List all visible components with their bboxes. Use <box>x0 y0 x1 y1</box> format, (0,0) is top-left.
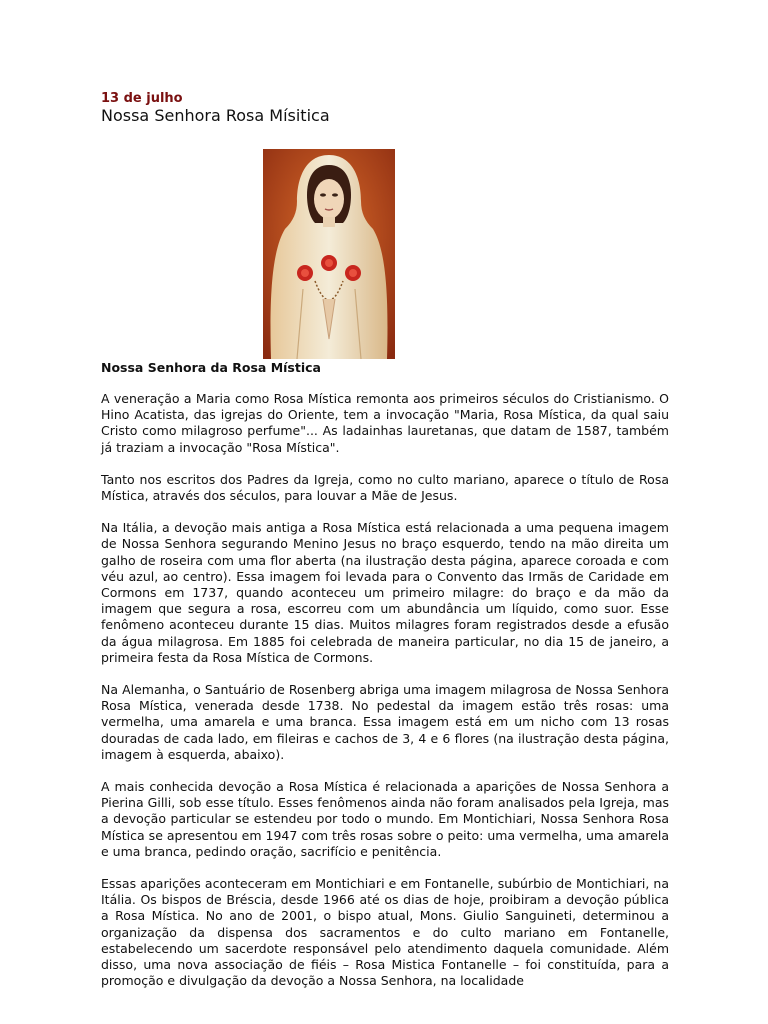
article-subheading: Nossa Senhora da Rosa Mística <box>101 360 321 375</box>
paragraph: Essas aparições aconteceram em Montichiari e em Fontanelle, subúrbio de Montichiari, na Itália. Os bispos de Bréscia, desde 1966 até os dias de hoje, proibiram a devoção pública a Rosa Mística. No ano de 2001, o bispo atual, Mons. Giulio Sanguineti, determinou a organização da dispensa dos sacramentos e do culto mariano em Fontanelle, estabelecendo um sacerdote responsável pelo atendimento daquela comunidade. Além disso, uma nova associação de fiéis – Rosa Mistica Fontanelle – foi constituída, para a promoção e divulgação da devoção a Nossa Senhora, na localidade <box>101 876 669 989</box>
paragraph: A veneração a Maria como Rosa Mística remonta aos primeiros séculos do Cristianismo. O Hino Acatista, das igrejas do Oriente, tem a invocação "Maria, Rosa Mística, da qual saiu Cristo como milagroso perfume"... As ladainhas lauretanas, que datam de 1587, também já traziam a invocação "Rosa Mística". <box>101 391 669 455</box>
date-heading: 13 de julho <box>101 91 183 106</box>
statue-image <box>263 149 395 359</box>
paragraph: Na Alemanha, o Santuário de Rosenberg abriga uma imagem milagrosa de Nossa Senhora Rosa Mística, venerada desde 1738. No pedestal da imagem estão três rosas: uma vermelha, uma amarela e uma branca. Essa imagem está em um nicho com 13 rosas douradas de cada lado, em fileiras e cachos de 3, 4 e 6 flores (na ilustração desta página, imagem à esquerda, abaixo). <box>101 682 669 762</box>
page-title: Nossa Senhora Rosa Mísitica <box>101 106 330 125</box>
paragraph: A mais conhecida devoção a Rosa Mística é relacionada a aparições de Nossa Senhora a Pierina Gilli, sob esse título. Esses fenômenos ainda não foram analisados pela Igreja, mas a devoção particular se estendeu por todo o mundo. Em Montichiari, Nossa Senhora Rosa Mística se apresentou em 1947 com três rosas sobre o peito: uma vermelha, uma amarela e uma branca, pedindo oração, sacrifício e penitência. <box>101 779 669 859</box>
paragraph: Tanto nos escritos dos Padres da Igreja, como no culto mariano, aparece o título de Rosa Mística, através dos séculos, para louvar a Mãe de Jesus. <box>101 471 669 504</box>
paragraph: Na Itália, a devoção mais antiga a Rosa Mística está relacionada a uma pequena imagem de Nossa Senhora segurando Menino Jesus no braço esquerdo, tendo na mão direita um galho de roseira com uma flor aberta (na ilustração desta página, aparece coroada e com véu azul, ao centro). Essa imagem foi levada para o Convento das Irmãs de Caridade em Cormons em 1737, quando aconteceu um primeiro milagre: do braço e da mão da imagem que segura a rosa, escorreu com um abundância um líquido, como suor. Esse fenômeno aconteceu durante 15 dias. Muitos milagres foram registrados desde a efusão da água milagrosa. Em 1885 foi celebrada de maneira particular, no dia 15 de janeiro, a primeira festa da Rosa Mística de Cormons. <box>101 520 669 665</box>
article-body <box>101 391 669 1006</box>
statue-illustration <box>263 149 395 359</box>
